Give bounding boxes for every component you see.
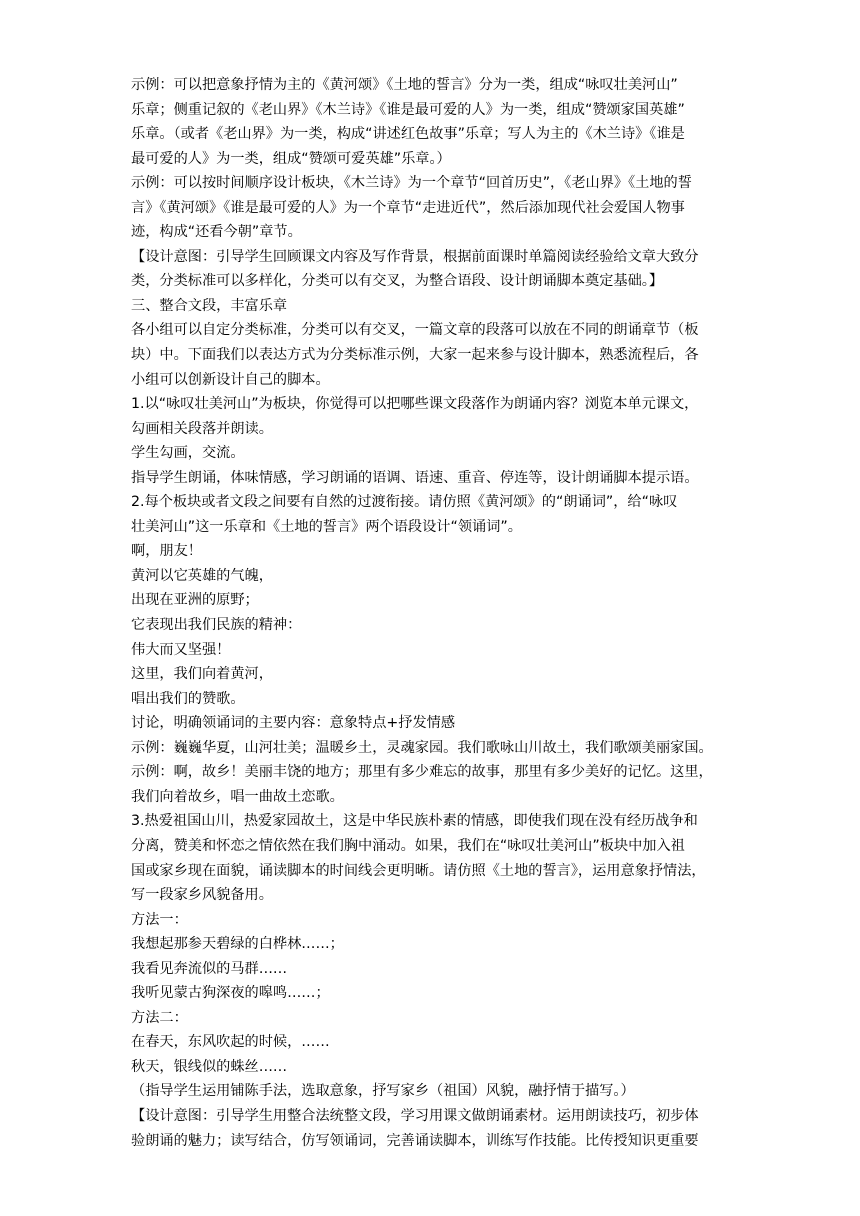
text-line: 迹，构成“还看今朝”章节。 <box>131 224 302 241</box>
text-line: 写一段家乡风貌备用。 <box>131 887 273 904</box>
poem-line: 黄河以它英雄的气魄， <box>131 567 273 584</box>
text-line: 小组可以创新设计自己的脚本。 <box>131 371 330 388</box>
numbered-item: 3.热爱祖国山川，热爱家园故土，这是中华民族朴素的情感，即使我们现在没有经历战争和 <box>131 813 698 830</box>
design-intent-line: 验朗诵的魅力；读写结合，仿写领诵词，完善诵读脚本，训练写作技能。比传授知识更重要 <box>131 1132 699 1149</box>
text-line: 我想起那参天碧绿的白桦林……； <box>131 936 344 953</box>
text-line: 国或家乡现在面貌，诵读脚本的时间线会更明晰。请仿照《土地的誓言》，运用意象抒情法， <box>131 862 706 879</box>
text-line: 学生勾画，交流。 <box>131 445 245 462</box>
document-page <box>131 73 743 1153</box>
design-intent-line: 【设计意图：引导学生回顾课文内容及写作背景，根据前面课时单篇阅读经验给文章大致分 <box>131 248 699 265</box>
text-line: 言》《黄河颂》《谁是最可爱的人》为一个章节“走进近代”，然后添加现代社会爱国人物事 <box>131 199 685 216</box>
text-line: 方法一： <box>131 911 188 928</box>
text-line: 讨论，明确领诵词的主要内容：意象特点+抒发情感 <box>131 715 456 732</box>
text-line: 我听见蒙古狗深夜的嗥鸣……； <box>131 985 330 1002</box>
poem-line: 唱出我们的赞歌。 <box>131 690 245 707</box>
text-line: 勾画相关段落并朗读。 <box>131 420 273 437</box>
design-intent-line: 【设计意图：引导学生用整合法统整文段，学习用课文做朗诵素材。运用朗读技巧，初步体 <box>131 1107 699 1124</box>
text-line: 分离，赞美和怀恋之情依然在我们胸中涌动。如果，我们在“咏叹壮美河山”板块中加入祖 <box>131 837 685 854</box>
text-line: 乐章；侧重记叙的《老山界》《木兰诗》《谁是最可爱的人》为一类，组成“赞颂家国英雄” <box>131 101 685 118</box>
text-line: 指导学生朗诵，体味情感，学习朗诵的语调、语速、重音、停连等，设计朗诵脚本提示语。 <box>131 469 699 486</box>
text-line: 示例：可以按时间顺序设计板块，《木兰诗》为一个章节“回首历史”，《老山界》《土地的誓 <box>131 175 692 192</box>
text-line: 乐章。（或者《老山界》为一类，构成“讲述红色故事”乐章；写人为主的《木兰诗》《谁是 <box>131 126 685 143</box>
text-line: 壮美河山”这一乐章和《土地的誓言》两个语段设计“领诵词”。 <box>131 518 522 535</box>
text-line: 各小组可以自定分类标准，分类可以有交叉，一篇文章的段落可以放在不同的朗诵章节（板 <box>131 322 699 339</box>
text-line: 秋天，银线似的蛛丝…… <box>131 1058 288 1075</box>
text-line: 示例：啊，故乡！美丽丰饶的地方；那里有多少难忘的故事，那里有多少美好的记忆。这里， <box>131 764 713 781</box>
poem-line: 伟大而又坚强！ <box>131 641 231 658</box>
text-line: （指导学生运用铺陈手法，选取意象，抒写家乡（祖国）风貌，融抒情于描写。） <box>131 1083 635 1100</box>
numbered-item: 2.每个板块或者文段之间要有自然的过渡衔接。请仿照《黄河颂》的“朗诵词”，给“咏叹 <box>131 494 678 511</box>
text-line: 方法二： <box>131 1009 188 1026</box>
section-heading: 三、整合文段，丰富乐章 <box>131 297 288 314</box>
poem-line: 这里，我们向着黄河， <box>131 666 273 683</box>
numbered-item: 1.以“咏叹壮美河山”为板块，你觉得可以把哪些课文段落作为朗诵内容？浏览本单元课文， <box>131 396 699 413</box>
text-line: 示例：可以把意象抒情为主的《黄河颂》《土地的誓言》分为一类，组成“咏叹壮美河山” <box>131 77 678 93</box>
poem-line: 出现在亚洲的原野； <box>131 592 259 609</box>
text-line: 最可爱的人》为一类，组成“赞颂可爱英雄”乐章。） <box>131 150 451 167</box>
text-line: 在春天，东风吹起的时候，…… <box>131 1034 330 1051</box>
text-line: 我们向着故乡，唱一曲故土恋歌。 <box>131 788 344 805</box>
poem-line: 它表现出我们民族的精神： <box>131 617 302 634</box>
design-intent-line: 类，分类标准可以多样化，分类可以有交叉，为整合语段、设计朗诵脚本奠定基础。】 <box>131 273 664 290</box>
text-line: 我看见奔流似的马群…… <box>131 960 288 977</box>
poem-line: 啊，朋友！ <box>131 543 202 560</box>
text-line: 块）中。下面我们以表达方式为分类标准示例，大家一起来参与设计脚本，熟悉流程后，各 <box>131 347 699 364</box>
text-line: 示例：巍巍华夏，山河壮美；温暖乡土，灵魂家园。我们歌咏山川故土，我们歌颂美丽家国。 <box>131 739 713 756</box>
